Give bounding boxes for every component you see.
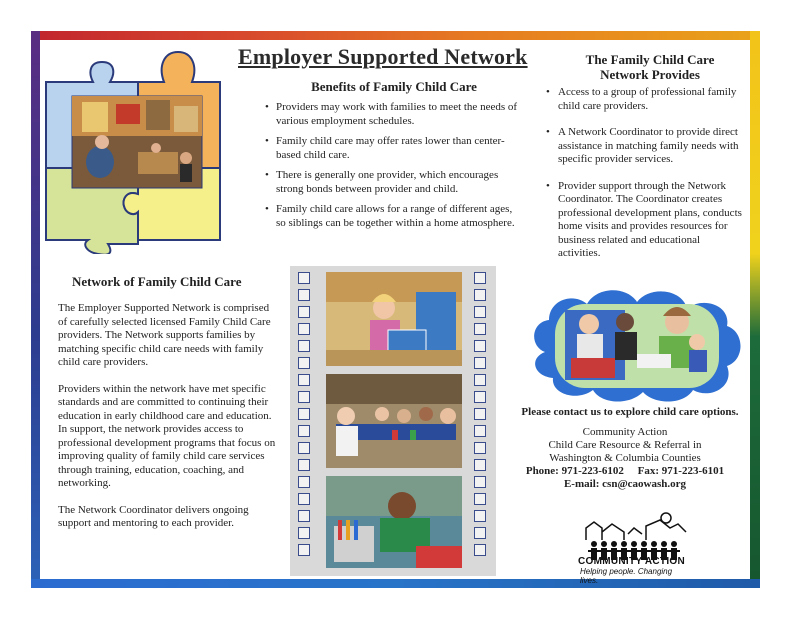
- puzzle-graphic: [38, 44, 248, 254]
- provides-list: [544, 86, 744, 274]
- film-holes-left: [298, 272, 312, 561]
- list-item: • Provider support through the Network Coordinator. The Coordinator creates professional development plans, conducts home visits and provides resources for business related and educational activities.: [544, 180, 744, 261]
- logo-name: COMMUNITY ACTION: [578, 556, 686, 567]
- contact-phone-fax: [510, 465, 740, 478]
- list-item: • Access to a group of professional family child care providers.: [544, 86, 744, 113]
- list-item: • Family child care allows for a range of different ages, so siblings can be together within a home atmosphere.: [262, 203, 522, 230]
- benefits-list: [262, 101, 522, 237]
- list-item: • There is generally one provider, which encourages strong bonds between provider and child.: [262, 169, 522, 196]
- film-holes-right: [474, 272, 488, 561]
- film-photo-1: [326, 272, 462, 366]
- frame-right-bar: [750, 31, 760, 587]
- page-title: Employer Supported Network: [238, 44, 528, 69]
- contact-region: Washington & Columbia Counties: [549, 452, 701, 464]
- contact-heading: Please contact us to explore child care options.: [521, 406, 739, 418]
- provides-heading: The Family Child Care Network Provides: [585, 52, 715, 82]
- film-strip: [290, 266, 496, 576]
- network-paragraph: The Network Coordinator delivers ongoing support and mentoring to each provider.: [58, 503, 249, 529]
- network-paragraph: Providers within the network have met specific standards and are committed to continuing their education in early childhood care and education. In support, the network provides access to professional development programs that focus on improving quality of family child care services through training, education, coaching, and networking.: [58, 382, 276, 489]
- network-heading: Network of Family Child Care: [72, 274, 242, 289]
- frame-top-bar: [38, 31, 758, 40]
- contact-phone: Phone: 971-223-6102: [525, 465, 624, 477]
- film-photo-3: [326, 476, 462, 568]
- cloud-photo: [525, 282, 747, 404]
- contact-block: [510, 426, 740, 491]
- film-photo-2: [326, 374, 462, 468]
- contact-org: Community Action: [582, 426, 668, 438]
- list-item: • Providers may work with families to meet the needs of various employment schedules.: [262, 101, 522, 128]
- list-item: • A Network Coordinator to provide direct assistance in matching family needs with specific provider services.: [544, 126, 744, 167]
- benefits-heading: Benefits of Family Child Care: [311, 79, 477, 94]
- contact-fax: Fax: 971-223-6101: [637, 465, 725, 477]
- puzzle-photo: [72, 96, 202, 188]
- contact-email[interactable]: E-mail: csn@caowash.org: [563, 478, 687, 490]
- logo-tagline: Helping people. Changing lives.: [580, 567, 673, 585]
- network-body: [58, 302, 280, 544]
- contact-program: Child Care Resource & Referral in: [548, 439, 702, 451]
- list-item: • Family child care may offer rates lower than center-based child care.: [262, 135, 522, 162]
- network-paragraph: The Employer Supported Network is comprised of carefully selected licensed Family Child Care providers. The Network supports families by matching specific child care needs with family child care providers.: [58, 302, 271, 368]
